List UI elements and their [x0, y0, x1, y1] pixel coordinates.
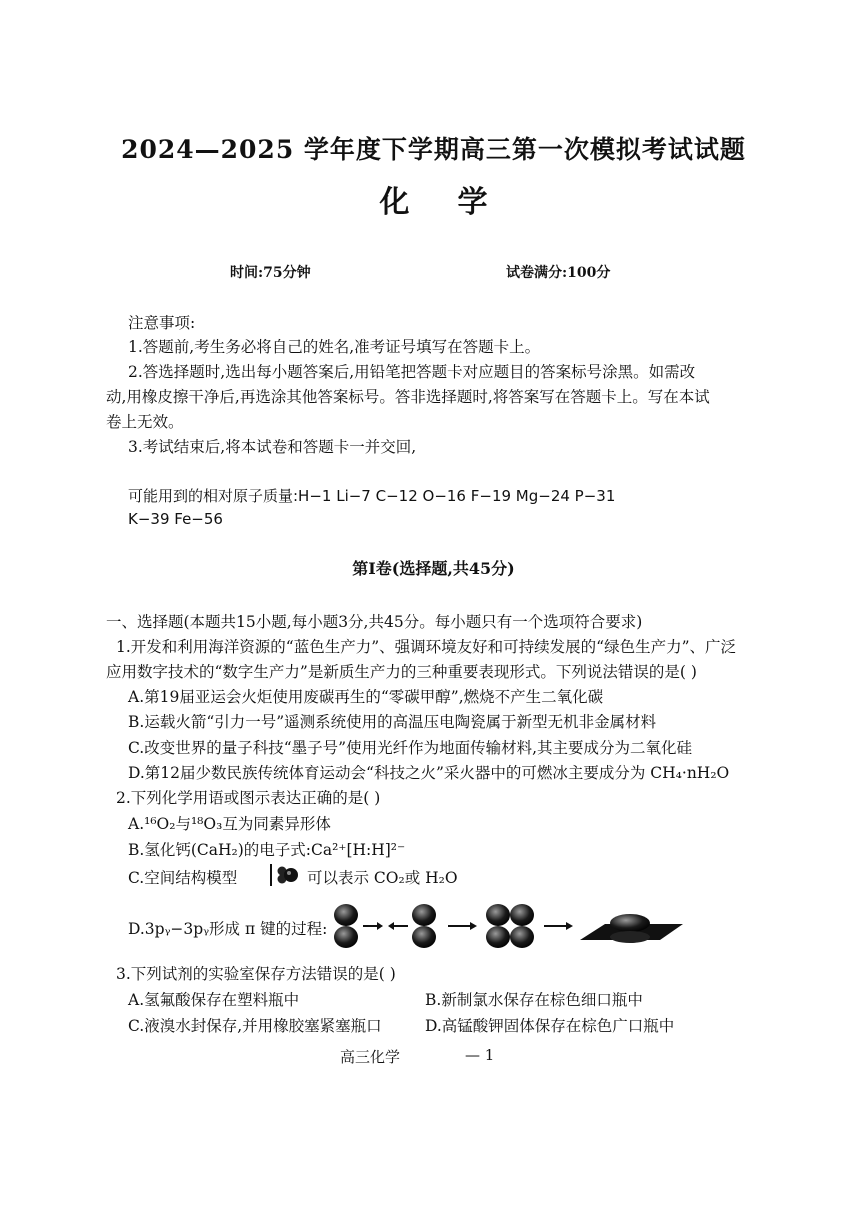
- q2-option-d-prefix: D.3pᵧ−3pᵧ形成 π 键的过程:: [128, 920, 328, 938]
- notice-item-2-line-1: 2.答选择题时,选出每小题答案后,用铅笔把答题卡对应题目的答案标号涂黑。如需改: [128, 363, 696, 381]
- q2-option-c-suffix: 可以表示 CO₂或 H₂O: [307, 869, 458, 887]
- q1-option-a: A.第19届亚运会火炬使用废碳再生的“零碳甲醇”,燃烧不产生二氧化碳: [128, 688, 604, 706]
- q3-option-d: D.高锰酸钾固体保存在棕色广口瓶中: [425, 1017, 675, 1035]
- notice-item-1: 1.答题前,考生务必将自己的姓名,准考证号填写在答题卡上。: [128, 338, 541, 356]
- page-number: — 1: [465, 1046, 495, 1064]
- full-score: 试卷满分:100分: [506, 265, 611, 281]
- notice-item-3: 3.考试结束后,将本试卷和答题卡一并交回,: [128, 438, 417, 456]
- notice-heading: 注意事项:: [128, 314, 196, 332]
- pi-bond-formation-image: [330, 900, 685, 954]
- q2-option-b: B.氢化钙(CaH₂)的电子式:Ca²⁺[H:H]²⁻: [128, 841, 406, 859]
- exam-title: 2024—2025 学年度下学期高三第一次模拟考试试题: [121, 135, 746, 164]
- notice-item-2-line-2: 动,用橡皮擦干净后,再选涂其他答案标号。答非选择题时,将答案写在答题卡上。写在本试: [106, 388, 710, 406]
- section-heading: 一、选择题(本题共15小题,每小题3分,共45分。每小题只有一个选项符合要求): [106, 613, 643, 631]
- q1-option-c: C.改变世界的量子科技“墨子号”使用光纤作为地面传输材料,其主要成分为二氧化硅: [128, 739, 693, 757]
- exam-time: 时间:75分钟: [230, 265, 311, 281]
- footer-subject: 高三化学: [340, 1048, 401, 1066]
- q1-stem-line-2: 应用数字技术的“数字生产力”是新质生产力的三种重要表现形式。下列说法错误的是( ): [106, 663, 697, 681]
- q3-option-a: A.氢氟酸保存在塑料瓶中: [128, 991, 300, 1009]
- subject-title: 化学: [379, 185, 536, 220]
- q2-option-c-prefix: C.空间结构模型: [128, 869, 238, 887]
- q1-option-b: B.运载火箭“引力一号”遥测系统使用的高温压电陶瓷属于新型无机非金属材料: [128, 713, 657, 731]
- q3-option-c: C.液溴水封保存,并用橡胶塞紧塞瓶口: [128, 1017, 382, 1035]
- section-title: 第Ⅰ卷(选择题,共45分): [352, 559, 515, 578]
- q1-option-d: D.第12届少数民族传统体育运动会“科技之火”采火器中的可燃冰主要成分为 CH₄·nH₂O: [128, 764, 730, 782]
- q3-stem: 3.下列试剂的实验室保存方法错误的是( ): [116, 965, 396, 983]
- q2-stem: 2.下列化学用语或图示表达正确的是( ): [116, 789, 381, 807]
- atomic-mass-line-1: 可能用到的相对原子质量:H−1 Li−7 C−12 O−16 F−19 Mg−24 P−31: [128, 487, 616, 505]
- q3-option-b: B.新制氯水保存在棕色细口瓶中: [425, 991, 643, 1009]
- q1-stem-line-1: 1.开发和利用海洋资源的“蓝色生产力”、强调环境友好和可持续发展的“绿色生产力”、广泛: [116, 638, 736, 656]
- notice-item-2-line-3: 卷上无效。: [106, 413, 184, 431]
- space-filling-model-image: [270, 862, 304, 888]
- q2-option-a: A.¹⁶O₂与¹⁸O₃互为同素异形体: [128, 815, 331, 833]
- atomic-mass-line-2: K−39 Fe−56: [128, 510, 223, 528]
